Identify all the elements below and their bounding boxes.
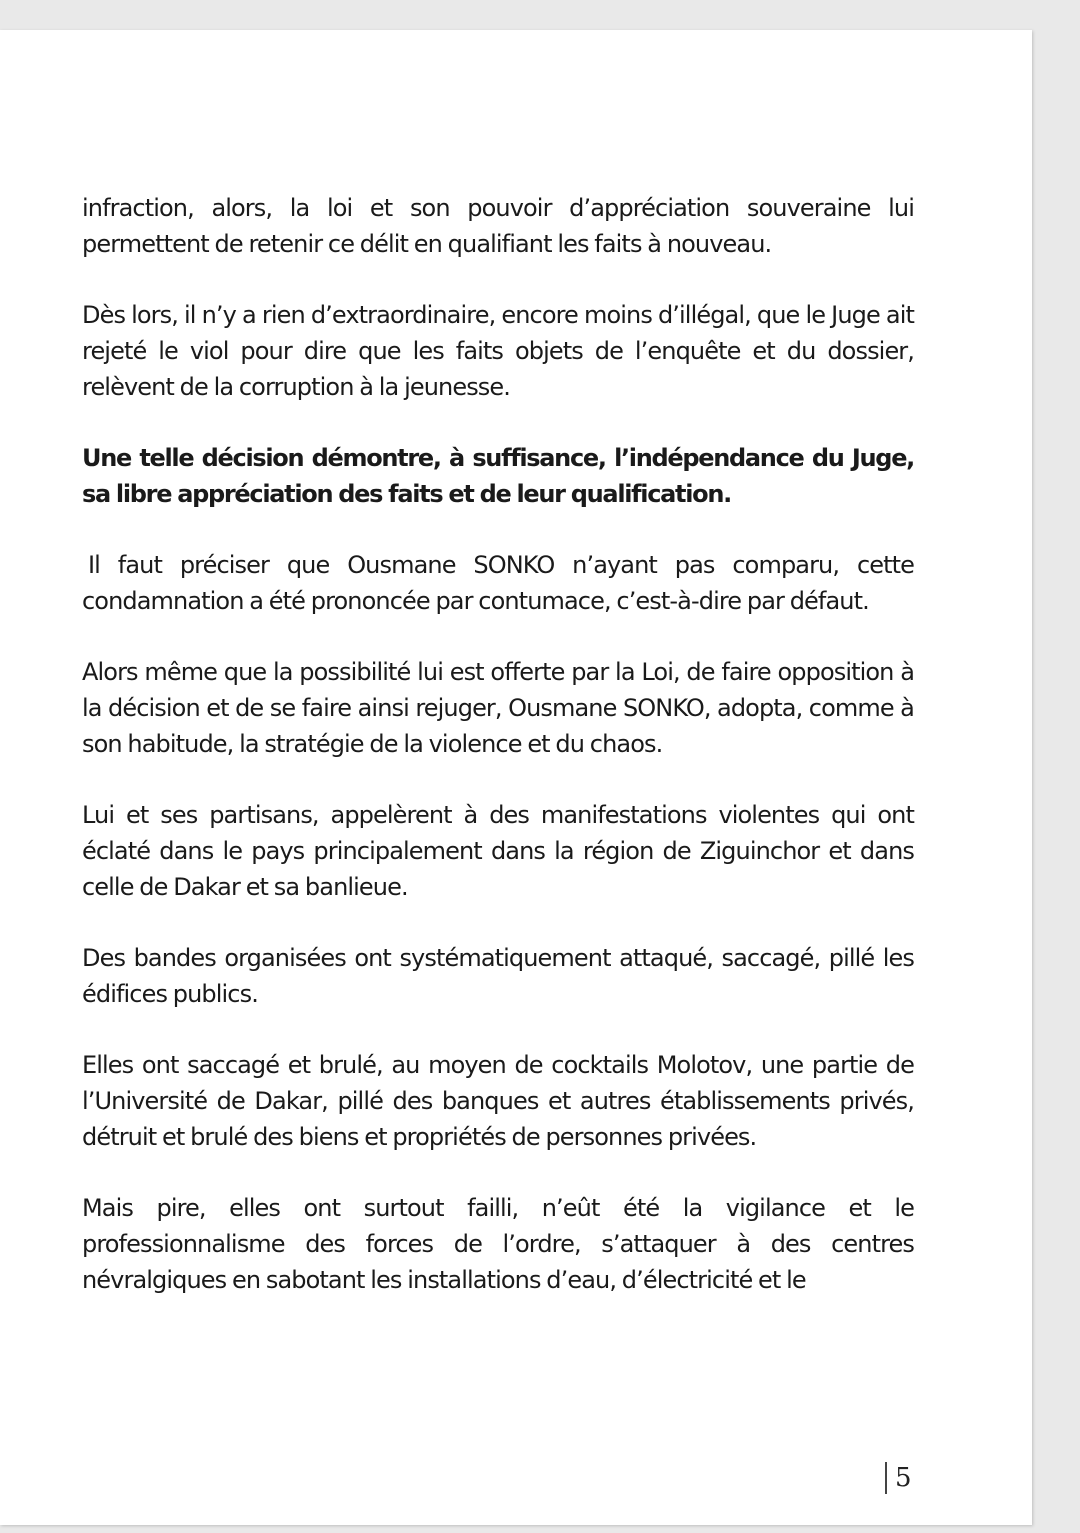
page-number-text: 5	[895, 1463, 912, 1493]
paragraph-9: Mais pire, elles ont surtout failli, n’eût été la vigilance et le professionnalisme des forces de l’ordre, s’attaquer à des centres névralgiques en sabotant les installations d’eau, d’électricité et le	[82, 1194, 914, 1294]
paragraph-6: Lui et ses partisans, appelèrent à des manifestations violentes qui ont éclaté dans le pays principalement dans la région de Ziguinchor et dans celle de Dakar et sa banlieue.	[82, 801, 914, 901]
page-number	[885, 1460, 912, 1496]
paragraph-1: infraction, alors, la loi et son pouvoir d’appréciation souveraine lui permettent de retenir ce délit en qualifiant les faits à nouveau.	[82, 194, 914, 258]
paragraph-2: Dès lors, il n’y a rien d’extraordinaire, encore moins d’illégal, que le Juge ait rejeté le viol pour dire que les faits objets de l’enquête et du dossier, relèvent de la corruption à la jeunesse.	[82, 301, 914, 401]
page-body	[82, 190, 914, 1333]
paragraph-5: Alors même que la possibilité lui est offerte par la Loi, de faire opposition à la décision et de se faire ainsi rejuger, Ousmane SONKO, adopta, comme à son habitude, la stratégie de la violence et du chaos.	[82, 658, 914, 758]
paragraph-8: Elles ont saccagé et brulé, au moyen de cocktails Molotov, une partie de l’Université de Dakar, pillé des banques et autres établissements privés, détruit et brulé des biens et propriétés de personnes privées.	[82, 1051, 914, 1151]
page-number-divider	[885, 1462, 887, 1494]
paragraph-3-bold: Une telle décision démontre, à suffisance, l’indépendance du Juge, sa libre appréciation des faits et de leur qualification.	[82, 444, 914, 508]
paragraph-4: Il faut préciser que Ousmane SONKO n’ayant pas comparu, cette condamnation a été prononcée par contumace, c’est-à-dire par défaut.	[82, 551, 914, 615]
document-page	[0, 30, 1032, 1525]
paragraph-7: Des bandes organisées ont systématiquement attaqué, saccagé, pillé les édifices publics.	[82, 944, 914, 1008]
